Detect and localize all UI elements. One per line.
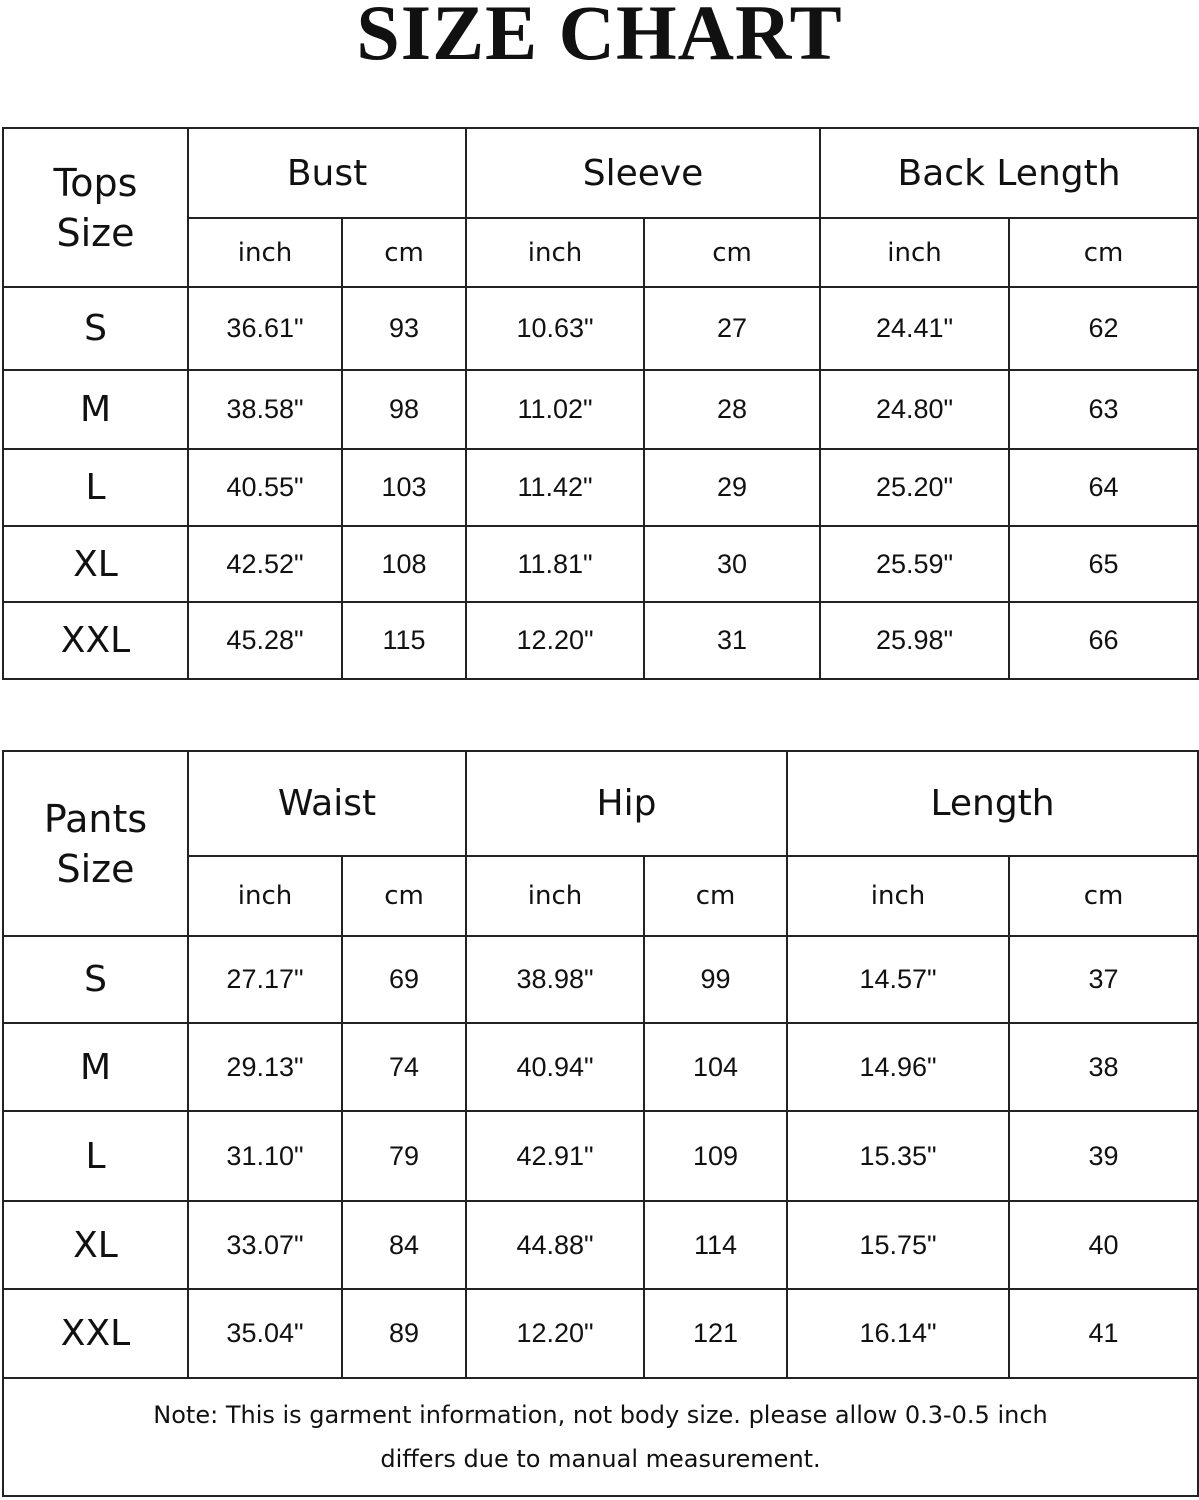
value-cell: 16.14" (787, 1289, 1009, 1378)
value-cell: 63 (1009, 370, 1198, 449)
hip-header: Hip (466, 751, 787, 856)
tops-group-header-row (3, 128, 1198, 218)
pants-size-table (2, 750, 1199, 1497)
unit-cell: inch (466, 218, 644, 287)
size-cell: XL (3, 526, 188, 602)
size-cell: M (3, 1023, 188, 1111)
unit-cell: cm (342, 218, 466, 287)
size-cell: XL (3, 1201, 188, 1289)
value-cell: 109 (644, 1111, 787, 1201)
value-cell: 38.58" (188, 370, 342, 449)
unit-cell: cm (342, 856, 466, 936)
pants-size-header-line2: Size (56, 846, 135, 891)
value-cell: 38.98" (466, 936, 644, 1023)
unit-cell: cm (644, 856, 787, 936)
value-cell: 31.10" (188, 1111, 342, 1201)
value-cell: 62 (1009, 287, 1198, 370)
value-cell: 89 (342, 1289, 466, 1378)
value-cell: 66 (1009, 602, 1198, 679)
value-cell: 42.91" (466, 1111, 644, 1201)
note-row (3, 1378, 1198, 1496)
value-cell: 12.20" (466, 1289, 644, 1378)
table-row (3, 602, 1198, 679)
value-cell: 42.52" (188, 526, 342, 602)
sleeve-header: Sleeve (466, 128, 820, 218)
table-row (3, 449, 1198, 526)
table-row (3, 1111, 1198, 1201)
note-cell (3, 1378, 1198, 1496)
unit-cell: inch (188, 218, 342, 287)
value-cell: 40 (1009, 1201, 1198, 1289)
waist-header: Waist (188, 751, 466, 856)
value-cell: 40.55" (188, 449, 342, 526)
note-line1: Note: This is garment information, not body size. please allow 0.3-0.5 inch (153, 1401, 1048, 1429)
tops-size-header-line1: Tops (53, 160, 138, 205)
table-row (3, 1023, 1198, 1111)
value-cell: 65 (1009, 526, 1198, 602)
value-cell: 36.61" (188, 287, 342, 370)
value-cell: 37 (1009, 936, 1198, 1023)
size-cell: M (3, 370, 188, 449)
page-title: SIZE CHART (356, 0, 843, 76)
unit-cell: inch (820, 218, 1009, 287)
tops-size-table (2, 127, 1199, 680)
size-cell: L (3, 1111, 188, 1201)
value-cell: 24.80" (820, 370, 1009, 449)
bust-header: Bust (188, 128, 466, 218)
value-cell: 25.98" (820, 602, 1009, 679)
value-cell: 30 (644, 526, 820, 602)
note-line2: differs due to manual measurement. (380, 1445, 821, 1473)
value-cell: 25.20" (820, 449, 1009, 526)
size-cell: S (3, 287, 188, 370)
value-cell: 25.59" (820, 526, 1009, 602)
unit-cell: inch (188, 856, 342, 936)
value-cell: 15.35" (787, 1111, 1009, 1201)
pants-group-header-row (3, 751, 1198, 856)
value-cell: 33.07" (188, 1201, 342, 1289)
value-cell: 98 (342, 370, 466, 449)
pants-size-header-line1: Pants (43, 796, 148, 841)
table-row (3, 1201, 1198, 1289)
unit-cell: cm (1009, 856, 1198, 936)
value-cell: 40.94" (466, 1023, 644, 1111)
value-cell: 35.04" (188, 1289, 342, 1378)
value-cell: 64 (1009, 449, 1198, 526)
value-cell: 84 (342, 1201, 466, 1289)
value-cell: 14.96" (787, 1023, 1009, 1111)
value-cell: 27.17" (188, 936, 342, 1023)
value-cell: 14.57" (787, 936, 1009, 1023)
unit-cell: cm (1009, 218, 1198, 287)
tops-size-header-line2: Size (56, 210, 135, 255)
value-cell: 45.28" (188, 602, 342, 679)
size-cell: L (3, 449, 188, 526)
size-cell: XXL (3, 1289, 188, 1378)
value-cell: 10.63" (466, 287, 644, 370)
unit-cell: inch (787, 856, 1009, 936)
value-cell: 121 (644, 1289, 787, 1378)
value-cell: 29 (644, 449, 820, 526)
value-cell: 11.81" (466, 526, 644, 602)
value-cell: 28 (644, 370, 820, 449)
value-cell: 74 (342, 1023, 466, 1111)
value-cell: 31 (644, 602, 820, 679)
value-cell: 103 (342, 449, 466, 526)
pants-size-header (3, 751, 188, 936)
tops-size-header (3, 128, 188, 287)
value-cell: 11.42" (466, 449, 644, 526)
value-cell: 93 (342, 287, 466, 370)
value-cell: 29.13" (188, 1023, 342, 1111)
value-cell: 69 (342, 936, 466, 1023)
value-cell: 11.02" (466, 370, 644, 449)
value-cell: 44.88" (466, 1201, 644, 1289)
value-cell: 114 (644, 1201, 787, 1289)
back-length-header: Back Length (820, 128, 1198, 218)
unit-cell: cm (644, 218, 820, 287)
table-row (3, 526, 1198, 602)
value-cell: 99 (644, 936, 787, 1023)
table-row (3, 936, 1198, 1023)
value-cell: 108 (342, 526, 466, 602)
unit-cell: inch (466, 856, 644, 936)
value-cell: 15.75" (787, 1201, 1009, 1289)
table-row (3, 287, 1198, 370)
value-cell: 104 (644, 1023, 787, 1111)
table-row (3, 370, 1198, 449)
length-header: Length (787, 751, 1198, 856)
value-cell: 79 (342, 1111, 466, 1201)
value-cell: 38 (1009, 1023, 1198, 1111)
value-cell: 24.41" (820, 287, 1009, 370)
value-cell: 39 (1009, 1111, 1198, 1201)
value-cell: 12.20" (466, 602, 644, 679)
value-cell: 27 (644, 287, 820, 370)
value-cell: 115 (342, 602, 466, 679)
size-cell: S (3, 936, 188, 1023)
table-row (3, 1289, 1198, 1378)
size-cell: XXL (3, 602, 188, 679)
value-cell: 41 (1009, 1289, 1198, 1378)
